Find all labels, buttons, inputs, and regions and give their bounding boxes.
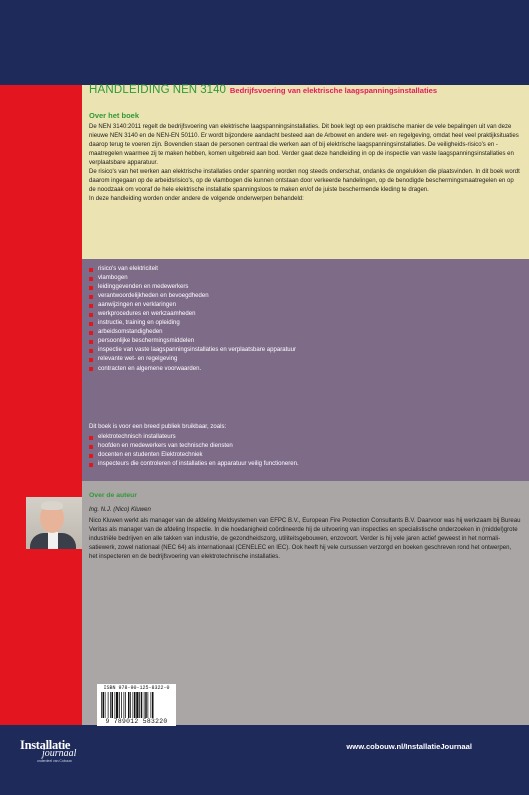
bullet-square-icon xyxy=(89,286,93,290)
bullet-square-icon xyxy=(89,340,93,344)
list-item: persoonlijke beschermingsmiddelen xyxy=(89,337,296,346)
bullet-square-icon xyxy=(89,331,93,335)
bullet-square-icon xyxy=(89,367,93,371)
title-label: HANDLEIDING xyxy=(89,84,170,96)
author-heading: Over de auteur xyxy=(89,492,137,499)
bullet-square-icon xyxy=(89,313,93,317)
list-item: werkprocedures en werkzaamheden xyxy=(89,310,296,319)
list-item: inspecteurs die controleren of installaties en apparatuur veilig functioneren. xyxy=(89,460,299,469)
topics-intro: In deze handleiding worden onder andere de volgende onderwerpen behandeld: xyxy=(89,196,304,203)
bullet-square-icon xyxy=(89,268,93,272)
list-item: docenten en studenten Elektrotechniek xyxy=(89,451,299,460)
audience-list xyxy=(89,433,299,469)
installatie-journaal-logo: Installatie journaal onderdeel van Cobouw xyxy=(20,738,77,763)
list-item: hoofden en medewerkers van technische diensten xyxy=(89,442,299,451)
top-band xyxy=(0,0,529,85)
author-photo xyxy=(26,497,82,549)
about-paragraph-1: De NEN 3140:2011 regelt de bedrijfsvoering van elektrische laagspanningsinstallaties. Dit boek legt op een praktische manier de vele bepalingen uit van deze nieuwe NEN 3140 en de NEN-EN 50110. Er wordt bijzondere aandacht besteed aan de Arbowet en andere wet- en regelgeving, omdat heel veel praktijksituaties daarop terug te voeren zijn. Bovendien staan de personen centraal die werken aan of bij elektrische laagspanningsinstallaties. De veiligheids-risico's en -maatregelen waarmee zij te maken hebben, komen uitgebreid aan bod. Verder gaat deze handleiding in op de inspectie van vaste laagspanningsinstallaties en verplaatsbare apparatuur. xyxy=(89,124,519,167)
about-book-text xyxy=(89,123,521,204)
about-paragraph-2: De risico's van het werken aan elektrische installaties onder spanning worden nog steeds onderschat, ondanks de ongelukken die plaatsvinden. In dit boek wordt daarom ingegaan op de arbeidsrisico's, op de vlambogen die kunnen ontstaan door verkeerde handelingen, op de benodigde beschermingsmaatregelen en op de noodzaak om vooraf de hele elektrische installatie spanningsloos te maken en/of de juiste beschermende kleding te dragen. xyxy=(89,169,520,194)
red-side-strip xyxy=(0,85,82,725)
author-bio: Nico Kluwen werkt als manager van de afdeling Meldsystemen van EFPC B.V., European Fire Protection Consultants B.V. Daarvoor was hij werkzaam bij Bureau Veritas als manager van de afdeling Inspectie. In die hoedanigheid coördineerde hij de uitvoering van inspecties en specialistische onderzoeken in (middel)grote industriële bedrijven en alle takken van industrie, de gezondheidszorg, utiliteitsgebouwen, enzovoort. Verder is hij vele jaren actief geweest in het normali-satiewerk, zowel nationaal (NEC 64) als internationaal (CENELEC en IEC). Ook heeft hij vele cursussen verzorgd en boeken geschreven rond het ontwerpen, het inspecteren en de bedrijfsvoering van elektrotechnische installaties. xyxy=(89,518,521,561)
list-item: risico's van elektriciteit xyxy=(89,265,296,274)
bullet-square-icon xyxy=(89,277,93,281)
list-item: instructie, training en opleiding xyxy=(89,319,296,328)
list-item: contracten en algemene voorwaarden. xyxy=(89,365,296,374)
bullet-square-icon xyxy=(89,358,93,362)
about-book-heading: Over het boek xyxy=(89,111,140,120)
list-item: elektrotechnisch installateurs xyxy=(89,433,299,442)
bullet-square-icon xyxy=(89,322,93,326)
isbn-label: ISBN 978-90-125-8322-0 xyxy=(103,685,170,691)
isbn-barcode xyxy=(97,684,176,726)
list-item: relevante wet- en regelgeving xyxy=(89,355,296,364)
author-name: Ing. N.J. (Nico) Kluwen xyxy=(89,507,151,513)
list-item: verantwoordelijkheden en bevoegdheden xyxy=(89,292,296,301)
list-item: vlambogen xyxy=(89,274,296,283)
list-item: inspectie van vaste laagspanningsinstallaties en verplaatsbare apparatuur xyxy=(89,346,296,355)
audience-intro: Dit boek is voor een breed publiek bruikbaar, zoals: xyxy=(89,424,227,430)
bullet-square-icon xyxy=(89,454,93,458)
bullet-square-icon xyxy=(89,436,93,440)
isbn-digits: 9 789012 583220 xyxy=(105,718,168,725)
topics-list xyxy=(89,265,296,374)
barcode-bars xyxy=(101,692,172,718)
list-item: aanwijzingen en verklaringen xyxy=(89,301,296,310)
title-code: NEN 3140 xyxy=(172,84,226,96)
bullet-square-icon xyxy=(89,295,93,299)
list-item: leidinggevenden en medewerkers xyxy=(89,283,296,292)
bullet-square-icon xyxy=(89,304,93,308)
bullet-square-icon xyxy=(89,463,93,467)
book-title xyxy=(89,82,437,98)
publisher-url[interactable]: www.cobouw.nl/InstallatieJournaal xyxy=(346,742,472,751)
bullet-square-icon xyxy=(89,349,93,353)
title-subtitle: Bedrijfsvoering van elektrische laagspanningsinstallaties xyxy=(229,86,438,95)
list-item: arbeidsomstandigheden xyxy=(89,328,296,337)
bullet-square-icon xyxy=(89,445,93,449)
